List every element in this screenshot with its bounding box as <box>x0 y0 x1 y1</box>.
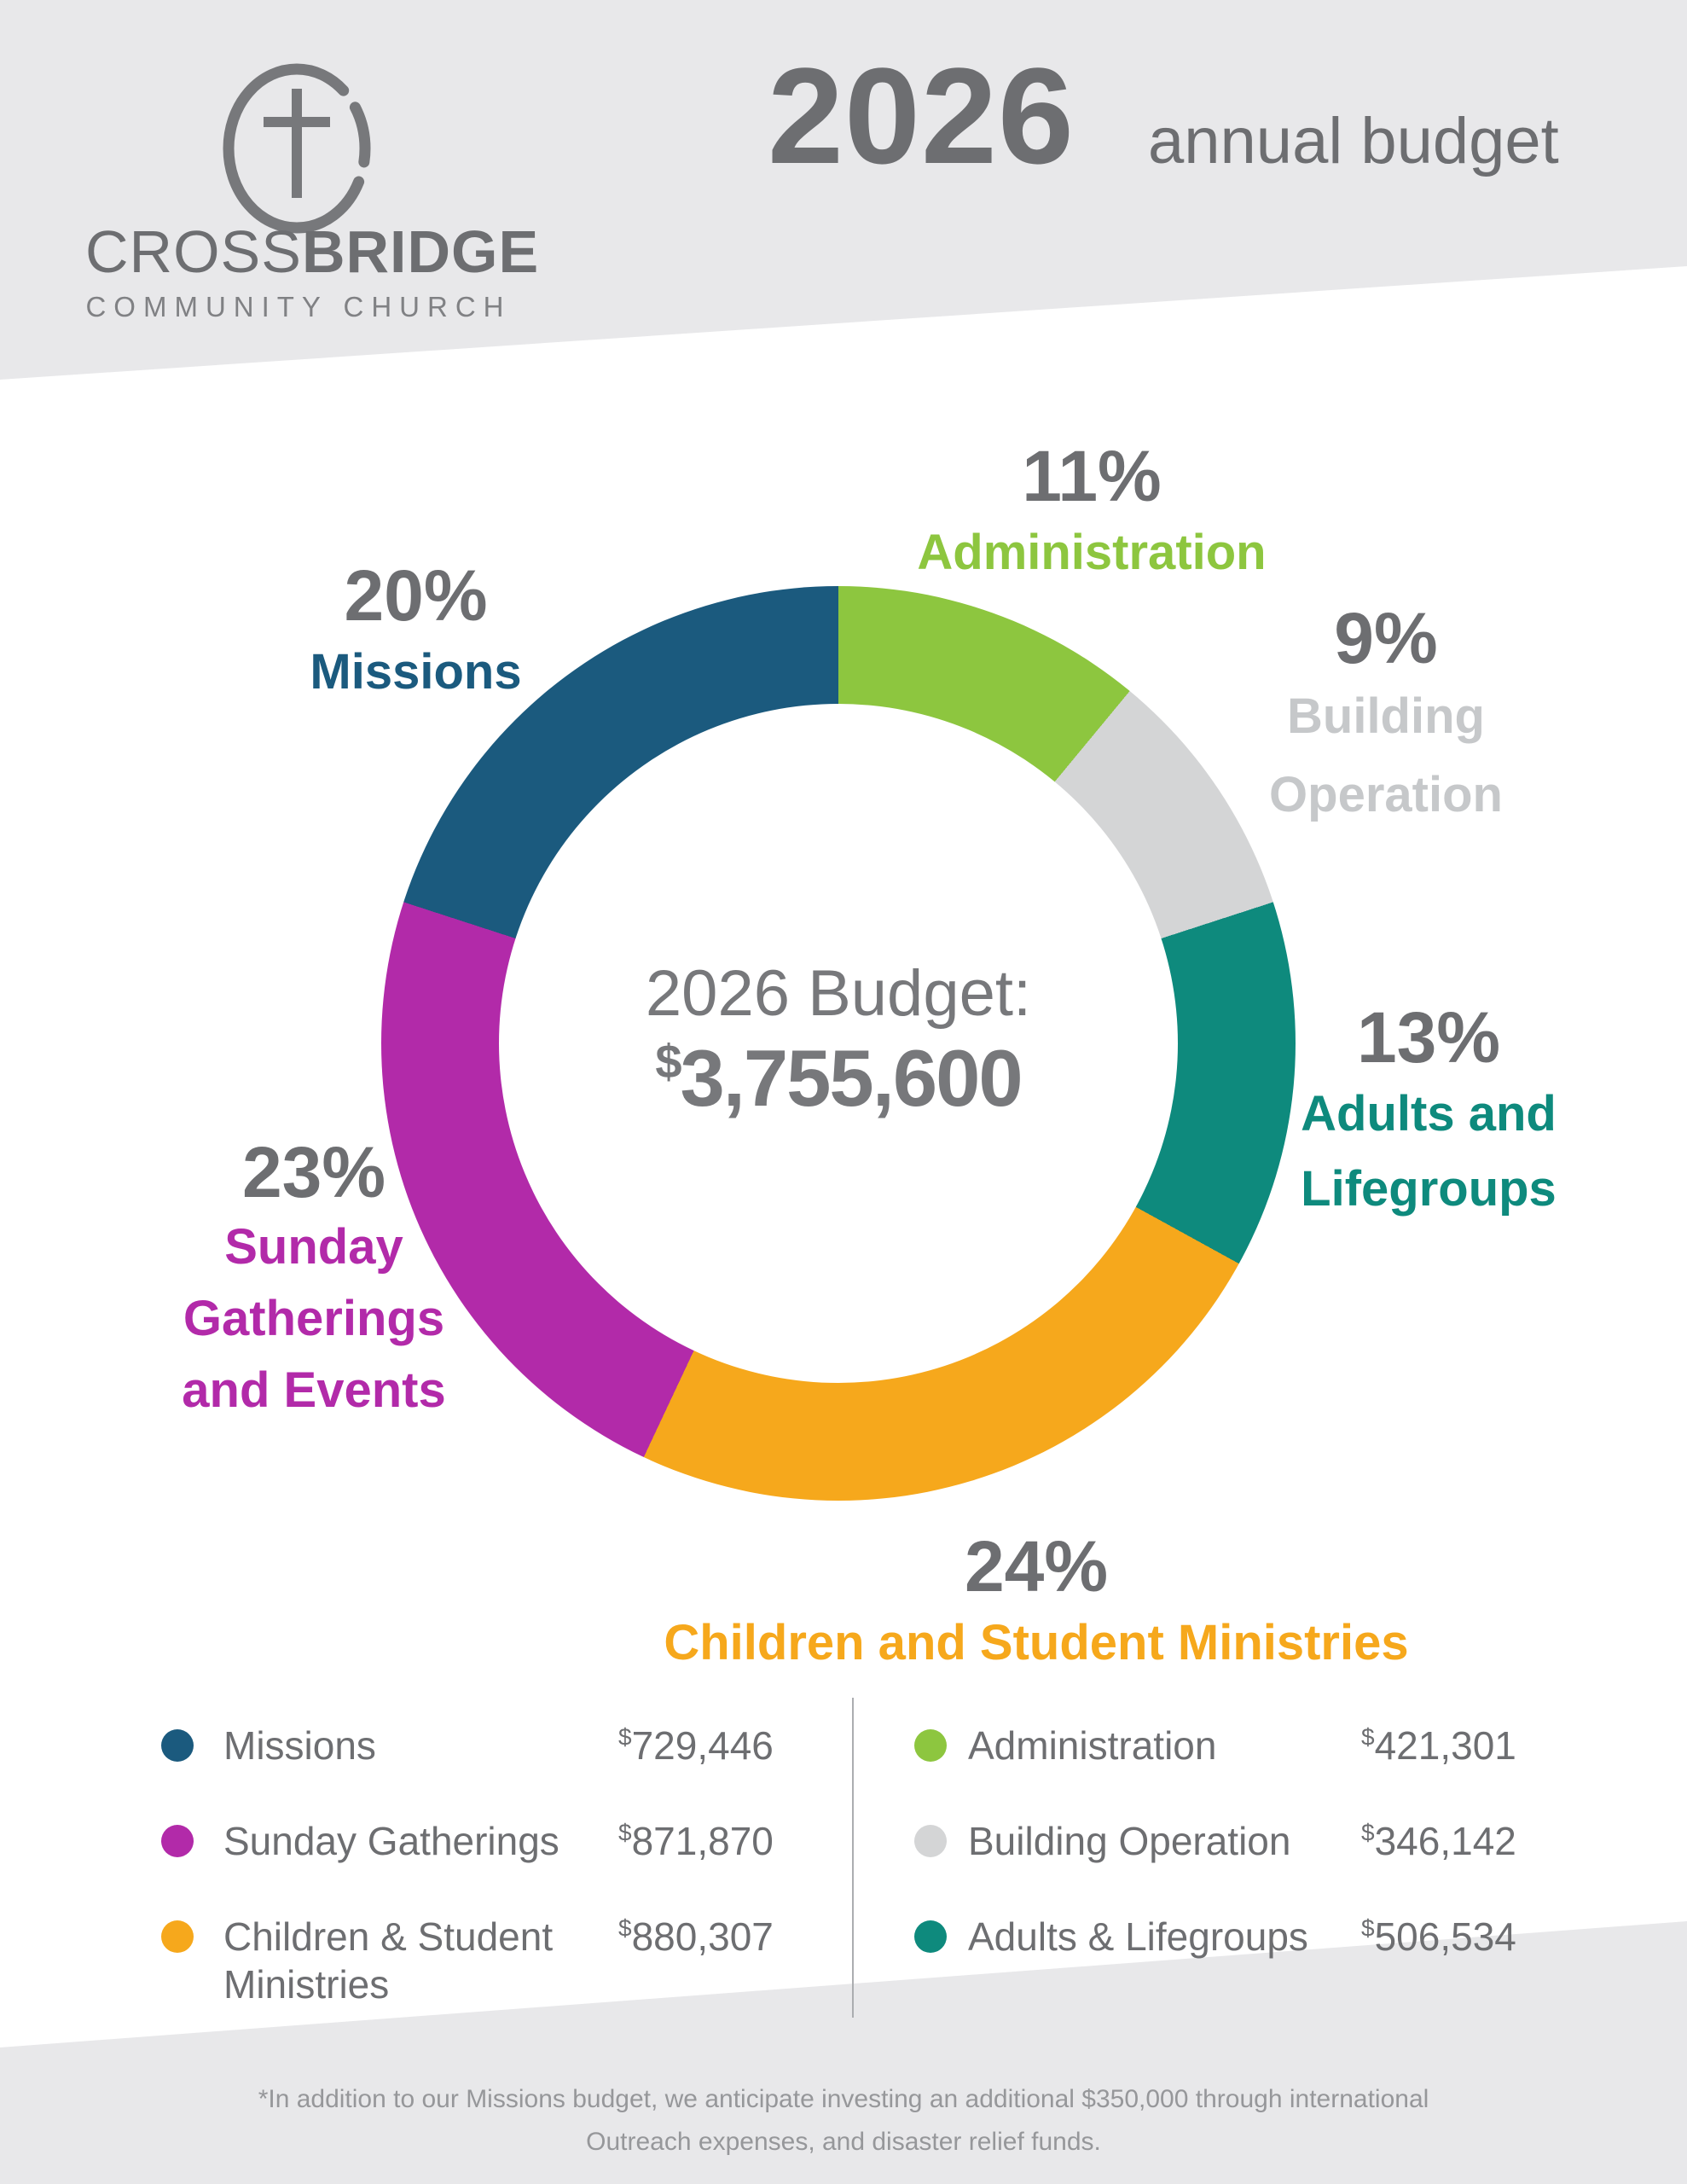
dollar-sign: $ <box>655 1034 681 1089</box>
slice-label-missions <box>213 556 618 710</box>
legend-dot-sunday-gatherings <box>161 1825 194 1857</box>
slice-pct: 24% <box>964 1526 1109 1606</box>
dollar-sign: $ <box>618 1819 632 1846</box>
slice-pct: 13% <box>1356 997 1501 1077</box>
legend-dot-adults-lifegroups <box>914 1920 947 1953</box>
slice-name: Lifegroups <box>1301 1161 1557 1217</box>
footnote <box>0 2078 1687 2164</box>
page-title-text: annual budget <box>1148 105 1559 177</box>
legend-amount-missions <box>618 1722 774 1769</box>
slice-name: and Events <box>182 1362 446 1418</box>
legend-label-adults-lifegroups: Adults & Lifegroups <box>968 1914 1308 1959</box>
slice-name: Gatherings <box>183 1291 445 1346</box>
page-title-year: 2026 <box>768 39 1075 192</box>
church-logo-cross-icon <box>212 56 382 246</box>
legend-divider <box>852 1698 854 2018</box>
footnote-line2: Outreach expenses, and disaster relief funds. <box>586 2128 1101 2156</box>
legend-amount-building-operation <box>1361 1817 1516 1865</box>
legend-label-missions: Missions <box>223 1723 376 1768</box>
slice-label-adults-lifegroups <box>1237 998 1620 1227</box>
legend-amount-sunday-gatherings <box>618 1817 774 1865</box>
legend-label-administration: Administration <box>968 1723 1217 1768</box>
legend-dot-administration <box>914 1729 947 1762</box>
legend-label-children-student <box>223 1913 553 2008</box>
slice-name: Children and Student Ministries <box>664 1615 1409 1670</box>
legend-amount-children-student <box>618 1913 774 1960</box>
amount-value: 346,142 <box>1374 1819 1516 1863</box>
slice-pct: 20% <box>344 555 488 636</box>
slice-label-sunday-gatherings <box>109 1133 519 1426</box>
slice-pct: 11% <box>1022 436 1162 516</box>
legend-label-building-operation: Building Operation <box>968 1819 1291 1863</box>
legend-label-line: Children & Student <box>223 1914 554 1959</box>
slice-label-administration <box>878 437 1305 590</box>
slice-name: Administration <box>917 525 1267 580</box>
dollar-sign: $ <box>1361 1914 1375 1942</box>
amount-value: 421,301 <box>1374 1723 1516 1768</box>
donut-center-text <box>381 957 1296 1126</box>
dollar-sign: $ <box>1361 1819 1375 1846</box>
dollar-sign: $ <box>618 1723 632 1751</box>
dollar-sign: $ <box>1361 1723 1375 1751</box>
logo-wordmark-regular: CROSS <box>85 218 302 285</box>
budget-center-value <box>381 1031 1296 1126</box>
budget-center-label: 2026 Budget: <box>645 957 1032 1030</box>
slice-name: Building <box>1287 688 1485 744</box>
amount-value: 880,307 <box>631 1914 774 1959</box>
slice-pct: 9% <box>1334 598 1438 678</box>
logo-wordmark-bold: BRIDGE <box>301 218 540 285</box>
slice-name: Missions <box>310 644 522 700</box>
legend-label-sunday-gatherings: Sunday Gatherings <box>223 1819 559 1863</box>
slice-name: Adults and <box>1301 1086 1557 1141</box>
slice-label-building-operation <box>1186 599 1586 834</box>
legend-amount-adults-lifegroups <box>1361 1913 1516 1960</box>
legend-dot-children-student <box>161 1920 194 1953</box>
legend-dot-building-operation <box>914 1825 947 1857</box>
budget-total: 3,755,600 <box>680 1033 1022 1123</box>
legend-dot-missions <box>161 1729 194 1762</box>
legend-amount-administration <box>1361 1722 1516 1769</box>
logo-wordmark <box>85 218 540 285</box>
slice-name: Operation <box>1269 767 1503 822</box>
slice-name: Sunday <box>224 1219 403 1275</box>
dollar-sign: $ <box>618 1914 632 1942</box>
slice-pct: 23% <box>241 1132 386 1212</box>
slice-label-children-student <box>546 1527 1527 1681</box>
legend-label-line: Ministries <box>223 1962 390 2007</box>
logo-subtitle: COMMUNITY CHURCH <box>85 291 512 322</box>
amount-value: 506,534 <box>1374 1914 1516 1959</box>
amount-value: 729,446 <box>631 1723 774 1768</box>
footnote-line1: *In addition to our Missions budget, we anticipate investing an additional $350,000 through international <box>258 2085 1429 2113</box>
amount-value: 871,870 <box>631 1819 774 1863</box>
